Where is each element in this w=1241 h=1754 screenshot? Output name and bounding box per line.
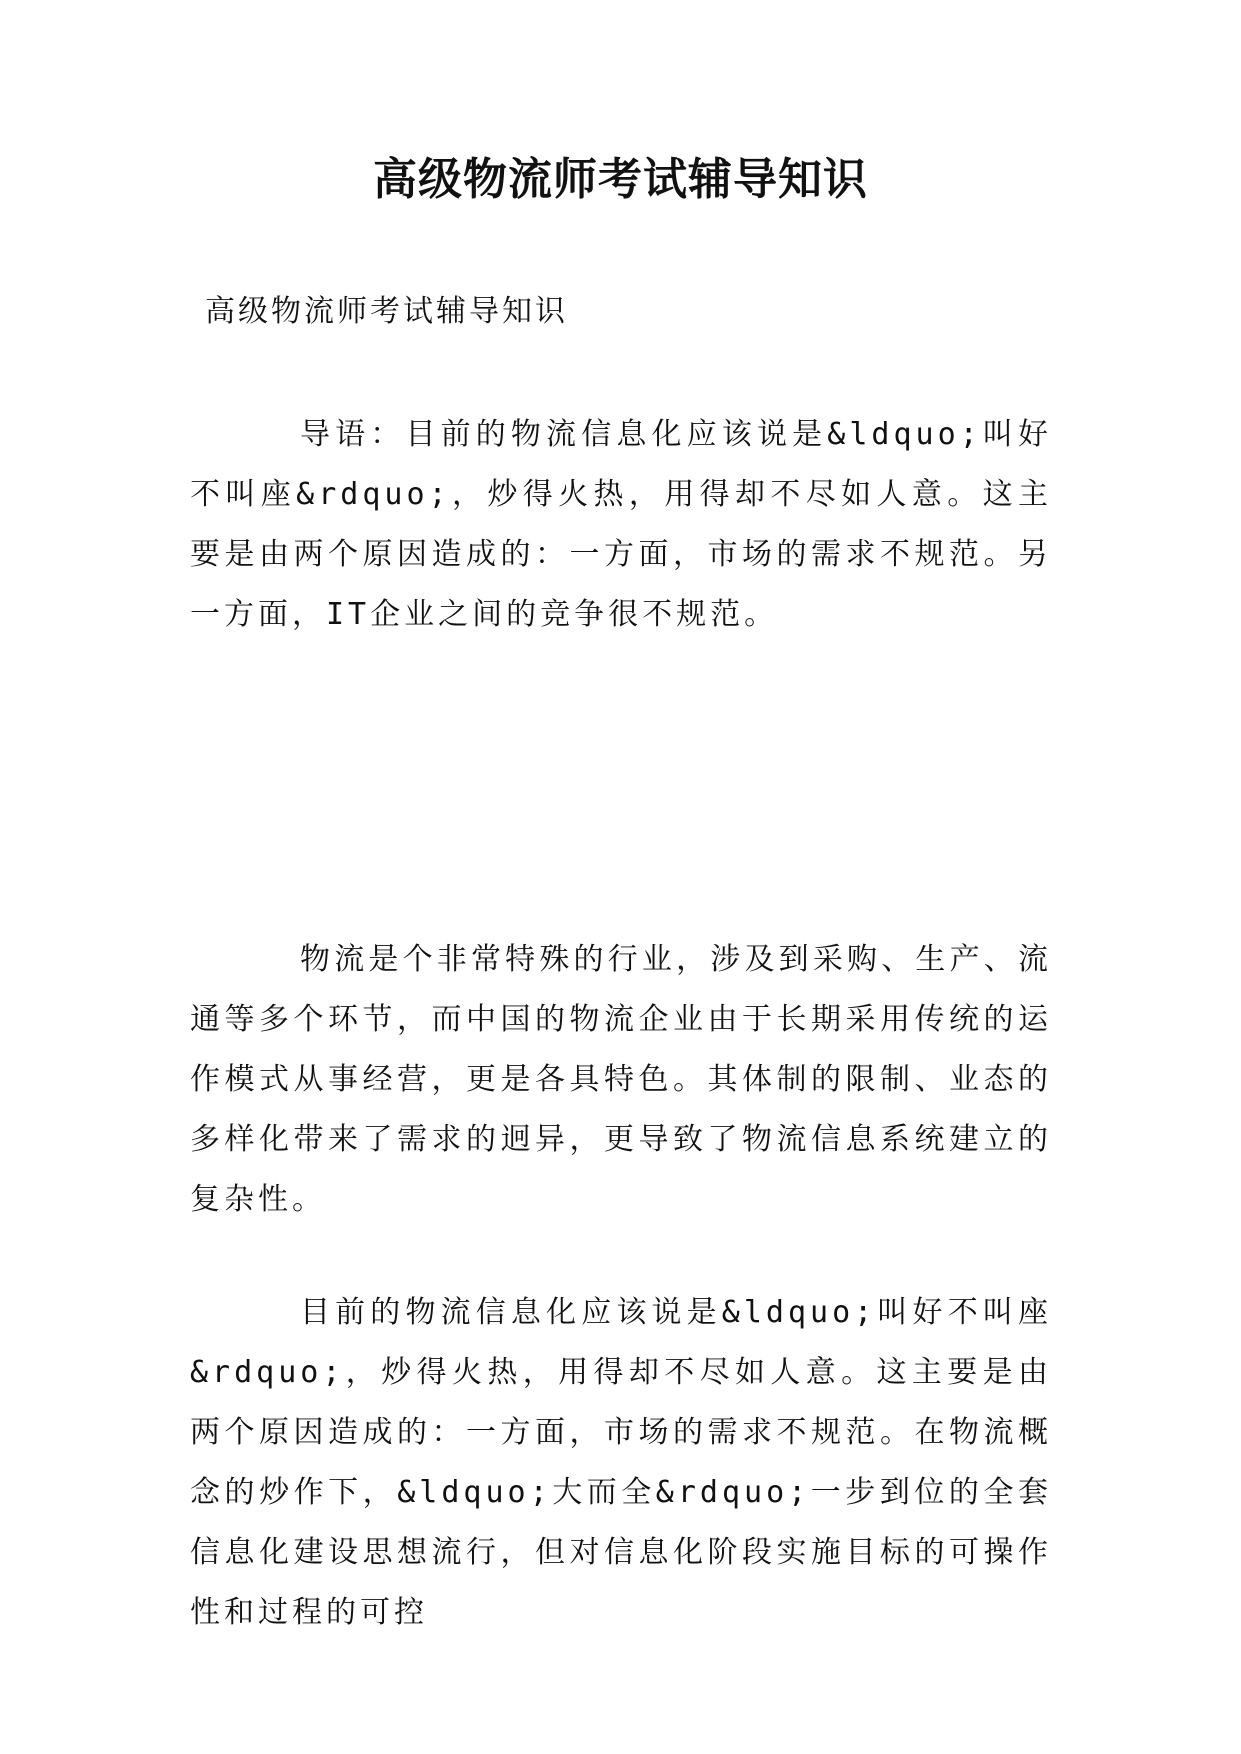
paragraph-intro: 导语：目前的物流信息化应该说是&ldquo;叫好不叫座&rdquo;，炒得火热，用得却不尽如人意。这主要是由两个原因造成的：一方面，市场的需求不规范。另一方面，IT企业之间的竞争很不规范。 (190, 417, 1052, 632)
document-subtitle: 高级物流师考试辅导知识 (205, 294, 568, 329)
paragraph-current-status: 目前的物流信息化应该说是&ldquo;叫好不叫座&rdquo;，炒得火热，用得却不尽如人意。这主要是由两个原因造成的：一方面，市场的需求不规范。在物流概念的炒作下，&ldquo;大而全&rdquo;一步到位的全套信息化建设思想流行，但对信息化阶段实施目标的可操作性和过程的可控 (190, 1295, 1052, 1630)
paragraph-industry: 物流是个非常特殊的行业，涉及到采购、生产、流通等多个环节，而中国的物流企业由于长期采用传统的运作模式从事经营，更是各具特色。其体制的限制、业态的多样化带来了需求的迥异，更导致了物流信息系统建立的复杂性。 (190, 942, 1052, 1217)
document-title: 高级物流师考试辅导知识 (373, 154, 868, 205)
